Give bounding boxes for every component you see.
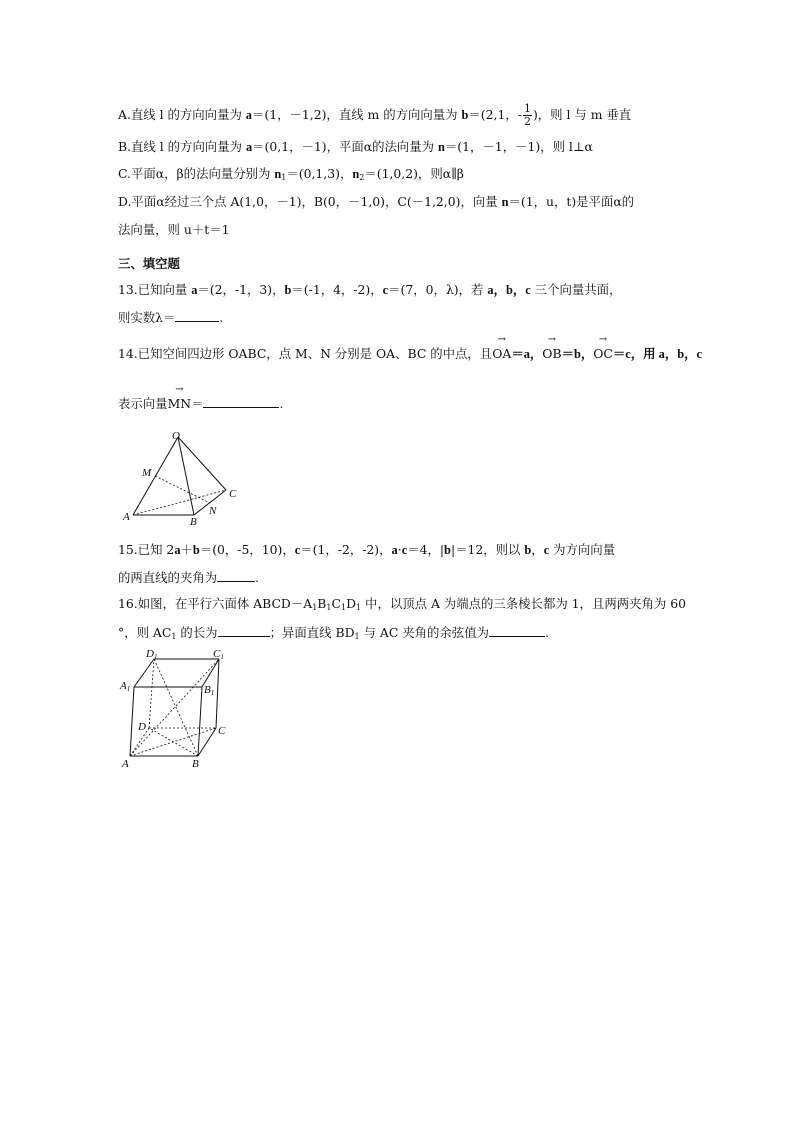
q15-text: ＝(0，-5，10)， (199, 542, 295, 557)
q16-text: °，则 AC (118, 625, 172, 640)
vector-c: c (382, 283, 389, 297)
q13-text: . (219, 310, 224, 325)
question-14-line1 (118, 346, 702, 362)
vectors-abc: a，b，c (487, 283, 531, 297)
tetrahedron-figure (118, 427, 248, 527)
q16-text: 中，以顶点 A 为端点的三条棱长都为 1，且两两夹角为 60 (361, 596, 686, 611)
vector-b: b (192, 543, 200, 557)
option-a-text: A.直线 l 的方向向量为 (118, 107, 246, 122)
vector-c: c (543, 543, 550, 557)
subscript: 1 (281, 173, 287, 182)
vector-n: n (501, 195, 509, 209)
subscript: 1 (326, 603, 332, 612)
edge-b1c1 (202, 659, 219, 687)
vector-a: a (174, 543, 181, 557)
vector-a: a (391, 543, 398, 557)
option-b-text: ＝(1，－1，－1)，则 l⊥α (444, 139, 593, 154)
answer-blank[interactable] (218, 624, 270, 637)
q15-text: 的两直线的夹角为 (118, 570, 218, 585)
q16-text: ；异面直线 BD (269, 625, 355, 640)
question-16-line1 (118, 596, 686, 612)
label-b: B (192, 758, 199, 770)
option-c-text: ＝(1,0,2)，则α∥β (364, 166, 464, 181)
option-a (118, 103, 631, 128)
q14-text: ＝ (191, 396, 204, 411)
option-d-line1 (118, 194, 634, 210)
subscript: 1 (340, 603, 347, 612)
label-a: A (122, 758, 129, 770)
option-d-text: 法向量，则 u＋t＝1 (118, 222, 230, 237)
subscript: 2 (359, 173, 365, 182)
question-13-line1 (118, 282, 621, 298)
vector-n2: n (352, 167, 360, 181)
q16-text: 16.如图，在平行六面体 ABCD－A (118, 596, 313, 611)
parallelepiped-figure (116, 646, 236, 770)
edge-oc (178, 437, 226, 490)
option-d-text: ＝(1，u，t)是平面α的 (508, 194, 635, 209)
edge-bb1 (198, 687, 202, 756)
edge-a1d1 (134, 659, 154, 687)
label-c1: C1 (213, 648, 224, 661)
answer-blank[interactable] (175, 309, 219, 322)
answer-blank[interactable] (203, 395, 279, 408)
q15-text: ＝4，| (407, 542, 445, 557)
q15-text: ＝(1，-2，-2)， (300, 542, 392, 557)
edge-aa1 (130, 687, 134, 756)
vector-n: n (438, 140, 445, 154)
q13-text: 13.已知向量 (118, 282, 192, 297)
question-14-line2 (118, 395, 283, 412)
vector-b: b (461, 108, 469, 122)
q15-text: |＝12，则以 (450, 542, 525, 557)
answer-blank[interactable] (217, 569, 255, 582)
diagonal-bd (149, 728, 198, 756)
option-c (118, 166, 464, 182)
vector-oa: → OA (492, 346, 511, 362)
q13-text: 三个向量共面， (530, 282, 622, 297)
section-title: 三、填空题 (118, 256, 180, 271)
q15-text: ＋ (180, 542, 193, 557)
edge-cc1 (216, 659, 219, 728)
edge-ob (178, 437, 194, 515)
option-b-text: B.直线 l 的方向向量为 (118, 139, 246, 154)
vector-mn: → MN (168, 396, 192, 412)
q14-text: . (279, 396, 284, 411)
q14-text: 14.已知空间四边形 OABC，点 M、N 分别是 OA、BC 的中点，且 (118, 346, 493, 361)
q15-text: 15.已知 2 (118, 542, 175, 557)
fraction-denominator: 2 (523, 115, 531, 128)
q14-text: ＝c， (612, 347, 644, 361)
subscript: 1 (356, 603, 362, 612)
label-c: C (218, 725, 226, 737)
diagonal-bd1 (154, 659, 198, 756)
label-d: D (138, 721, 146, 733)
edge-dd1-hidden (149, 659, 154, 728)
option-d-line2 (118, 222, 230, 238)
label-a: A (123, 511, 130, 523)
edge-bc (198, 728, 216, 756)
option-c-text: C.平面α，β的法向量分别为 (118, 166, 275, 181)
label-o: O (172, 430, 180, 442)
q13-text: ＝(7，0，λ)，若 (388, 282, 488, 297)
q15-text: · (397, 542, 402, 557)
question-16-line2 (118, 624, 549, 641)
answer-blank[interactable] (489, 624, 545, 637)
q14-text: 用 a，b，c (643, 347, 703, 361)
question-15-line2 (118, 569, 259, 586)
vector-b: b (524, 543, 532, 557)
vector-b: b (444, 543, 451, 557)
q16-text: 的长为 (176, 625, 218, 640)
option-d-text: D.平面α经过三个点 A(1,0，－1)，B(0，－1,0)，C(－1,2,0)，向量 (118, 194, 502, 209)
vector-a: a (191, 283, 198, 297)
q13-text: ＝(2，-1，3)， (197, 282, 285, 297)
q16-text: 与 AC 夹角的余弦值为 (359, 625, 489, 640)
q15-text: . (255, 570, 260, 585)
question-13-line2 (118, 309, 223, 326)
fraction-one-half (523, 103, 532, 128)
vector-b: b (284, 283, 292, 297)
vector-n1: n (274, 167, 282, 181)
option-b (118, 139, 593, 155)
option-b-text: ＝(0,1，－1)，平面α的法向量为 (252, 139, 439, 154)
q15-text: ， (531, 542, 544, 557)
subscript: 1 (354, 632, 360, 641)
option-c-text: ＝(0,1,3)， (286, 166, 353, 181)
vector-ob: → OB (542, 346, 561, 362)
q16-text: C (331, 596, 341, 611)
q16-text: D (346, 596, 357, 611)
q16-text: B (317, 596, 327, 611)
vector-a: a (245, 108, 252, 122)
label-b: B (190, 516, 197, 527)
q14-text: 表示向量 (118, 396, 168, 411)
label-n: N (209, 505, 217, 517)
option-a-text: ＝(1，－1,2)，直线 m 的方向向量为 (252, 107, 462, 122)
label-b1: B1 (204, 684, 215, 697)
segment-mn-hidden (155, 476, 210, 503)
vector-a: a (245, 140, 253, 154)
fraction-numerator: 1 (523, 102, 531, 115)
label-c: C (229, 488, 237, 500)
q13-text: 则实数λ＝ (118, 310, 176, 325)
q13-text: ＝(-1，4，-2)， (291, 282, 383, 297)
option-a-text: )，则 l 与 m 垂直 (532, 107, 632, 122)
question-15-line1 (118, 542, 615, 558)
subscript: 1 (171, 632, 177, 641)
label-d1: D1 (146, 648, 158, 661)
q14-text: ＝a， (511, 347, 543, 361)
q14-text: ＝b， (561, 347, 594, 361)
label-a1: A1 (120, 680, 131, 693)
vector-c: c (294, 543, 301, 557)
vector-oc: → OC (593, 346, 613, 362)
q15-text: 为方向向量 (549, 542, 616, 557)
vector-c: c (401, 543, 408, 557)
subscript: 1 (312, 603, 318, 612)
q16-text: . (544, 625, 549, 640)
option-a-text: ＝(2,1，- (468, 107, 522, 122)
label-m: M (142, 467, 152, 479)
